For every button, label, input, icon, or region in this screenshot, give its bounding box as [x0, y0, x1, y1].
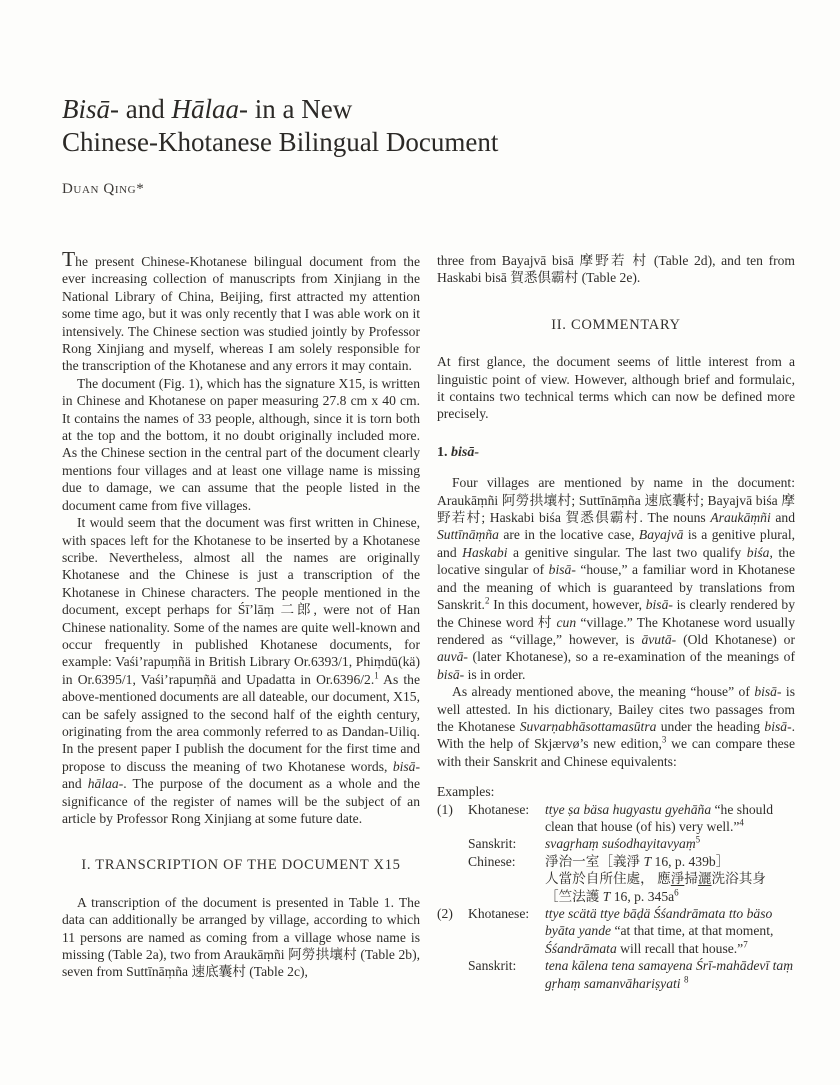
paragraph-bailey-dictionary: As already mentioned above, the meaning “house” of bisā- is well attested. In his dictionary, Bailey cites two passages from the Khotanese Suvarṇabhāsottamasūtra under the heading bisā-. With the help of Skjærvø’s new edition,$^3$ we can compare these with their Sanskrit and Chinese equivalents: [437, 684, 796, 769]
paragraph-names-discussion: It would seem that the document was first written in Chinese, with spaces left for the Khotanese to be inserted by a Khotanese scribe. Nevertheless, almost all the names are originally Khotanese and the Chinese is just a transcription of the Khotanese in Chinese characters. The people mentioned in the document, except perhaps for Śī’lāṃ 二郎, were not of Han Chinese nationality. Some of the names are quite well-known and occur frequently in published Khotanese documents, for example: Vaśi’rapuṃñä in British Library Or.6393/1, Phiṃdū(kä) in Or.6395/1, Vaśi’rapuṃñä and Upadatta in Or.6396/2.$^1$ As the above-mentioned documents are all dateable, our document, X15, can be safely assigned to the second half of the eighth century, originating from the area commonly referred to as Dandan-Uiliq. In the present paper I publish the document for the first time and propose to discuss the meaning of two Khotanese words, bisā- and hālaa-. The purpose of the document as a whole and the significance of the register of names will be the subject of an article by Professor Rong Xinjiang at some future date. [62, 515, 420, 826]
example-2-sanskrit-text: tena kālena tena samayena Śrī-mahādevī taṃ gṛhaṃ samanvāhariṣyati $^8$ [545, 958, 794, 991]
author-name: Duan Qing* [62, 181, 145, 197]
subsection-heading-bisa: 1. bisā- [437, 444, 479, 460]
title-line-1: Bisā- and Hālaa- in a New [62, 94, 353, 124]
example-2-sanskrit-label: Sanskrit: [468, 958, 517, 974]
example-1-number: (1) [437, 801, 453, 817]
paragraph-commentary-intro: At first glance, the document seems of little interest from a linguistic point of view. However, although brief and formulaic, it contains two technical terms which can now be defined more precisely. [437, 354, 795, 422]
examples-label: Examples: [437, 784, 495, 800]
initial-capital: T [62, 247, 76, 271]
left-column [62, 247, 420, 981]
example-1-sanskrit-text: svagṛhaṃ suśodhayitavyaṃ$^5$ [545, 834, 701, 852]
example-1-khotanese-label: Khotanese: [468, 801, 530, 817]
page-title [62, 93, 762, 159]
example-1-chinese-text: 淨治一室［義淨 T 16, p. 439b］ 人當於自所住處， 應淨掃灑洗浴其身 ［竺法護 T 16, p. $345a^6$ [545, 853, 766, 904]
paragraph-transcription-intro: A transcription of the document is presented in Table 1. The data can additionally be arranged by village, according to which 11 persons are named as coming from a village whose name is missing (Table 2a), two from Araukāṃñi 阿勞拱壤村 (Table 2b), seven from Suttīnāṃña 速底囊村 (Table 2c), [62, 894, 420, 980]
example-2-khotanese-label: Khotanese: [468, 906, 530, 921]
right-column [437, 252, 795, 992]
example-1-khotanese-text: ttye ṣa bäsa hugyastu gyehāña “he should clean that house (of his) very well.”$^4$ [545, 801, 774, 834]
example-1 [437, 801, 795, 905]
paragraph-document-description: The document (Fig. 1), which has the signature X15, is written in Chinese and Khotanese on paper measuring 27.8 cm x 40 cm. It contains the names of 33 people, although, since it is torn both at the top and the bottom, it no doubt originally included more. As the Chinese section in the central part of the document clearly mentions four villages and at least one village name is missing due to damage, we can assume that the people listed in the document came from five villages. [62, 375, 420, 513]
example-1-sanskrit-label: Sanskrit: [468, 836, 517, 852]
example-2 [437, 905, 795, 992]
paragraph-intro: The present Chinese-Khotanese bilingual document from the ever increasing collection of manuscripts from Xinjiang in the National Library of China, Beijing, first attracted my attention some time ago, but it was only recently that I was able work on it intensively. The Chinese section was studied jointly by Professor Rong Xinjiang and myself, whereas I am solely responsible for the transcription of the Khotanese and any errors it may contain. [62, 247, 420, 374]
title-block [62, 93, 762, 198]
section-heading-commentary: II. COMMENTARY [551, 316, 681, 333]
example-1-chinese-label: Chinese: [468, 853, 516, 869]
example-2-number: (2) [437, 906, 453, 921]
title-line-2: Chinese-Khotanese Bilingual Document [62, 127, 499, 157]
section-heading-transcription: I. TRANSCRIPTION OF THE DOCUMENT X15 [81, 857, 401, 874]
paragraph-four-villages: Four villages are mentioned by name in the document: Araukāṃñi 阿勞拱壤村; Suttīnāṃña 速底囊村; Bayajvā biśa 摩野若村; Haskabi biśa 賀悉倶霸村. The nouns Araukāṃñi and Suttīnāṃña are in the locative case, Bayajvā is a genitive plural, and Haskabi a genitive singular. The last two qualify biśa, the locative singular of bisā- “house,” a familiar word in Khotanese and the meaning of which is guaranteed by translations from Sanskrit.$^2$ In this document, however, bisā- is clearly rendered by the Chinese word 村 cun “village.” The Khotanese word usually rendered as “village,” however, is āvutā- (Old Khotanese) or auvā- (later Khotanese), so a re-examination of the meanings of bisā- is in order. [437, 475, 796, 682]
paragraph-transcription-continued: three from Bayajvā bisā 摩野若 村 (Table 2d), and ten from Haskabi bisā 賀悉倶霸村 (Table 2e). [437, 253, 795, 286]
example-2-khotanese-text: ttye scätä ttye bāḍä Śśandrāmata tto bäso byāta yande “at that time, at that moment, Śśandrāmata will recall that house.”$^7$ [545, 906, 774, 956]
